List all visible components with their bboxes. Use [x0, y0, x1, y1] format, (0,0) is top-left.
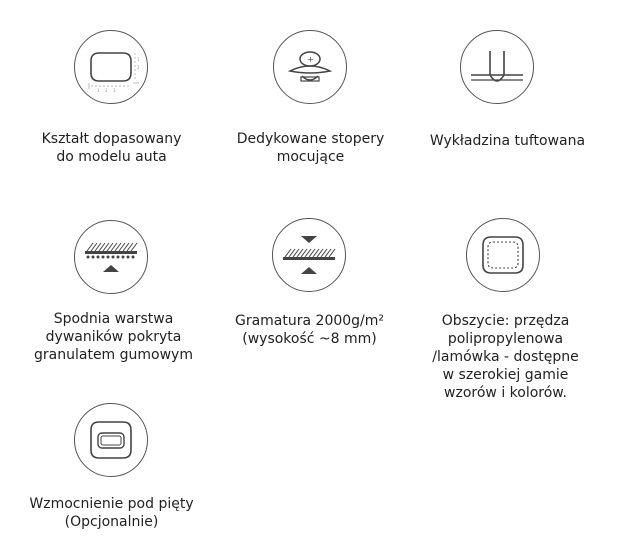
svg-text:+: + — [307, 55, 314, 64]
svg-text:2: 2 — [137, 65, 140, 70]
feature-label-rubber: Spodnia warstwa dywaników pokryta granulatem gumowym — [34, 311, 193, 363]
heel-pad-icon — [74, 403, 148, 477]
svg-text:3: 3 — [113, 88, 116, 93]
svg-text:1: 1 — [137, 57, 140, 62]
feature-label-stoppers: Dedykowane stopery mocujące — [236, 131, 385, 165]
feature-label-stitched: Obszycie: przędza polipropylenowa /lamówka - dostępne w szerokiej gamie wzorów i kolorów. — [432, 313, 579, 401]
thickness-weight-icon — [272, 218, 346, 292]
feature-label-tufted: Wykładzina tuftowana — [429, 133, 586, 149]
tufted-fiber-icon — [460, 30, 534, 104]
rubber-granulate-icon — [74, 220, 148, 294]
feature-label-heel: Wzmocnienie pod pięty (Opcjonalnie) — [29, 496, 194, 530]
feature-label-weight: Gramatura 2000g/m² (wysokość ~8 mm) — [234, 313, 385, 347]
feature-label-shape: Kształt dopasowany do modelu auta — [41, 131, 182, 165]
svg-text:1: 1 — [97, 88, 100, 93]
stitched-edge-icon — [466, 218, 540, 292]
car-floor-shape-icon — [74, 30, 148, 104]
svg-text:2: 2 — [105, 88, 108, 93]
stopper-clip-icon — [273, 30, 347, 104]
